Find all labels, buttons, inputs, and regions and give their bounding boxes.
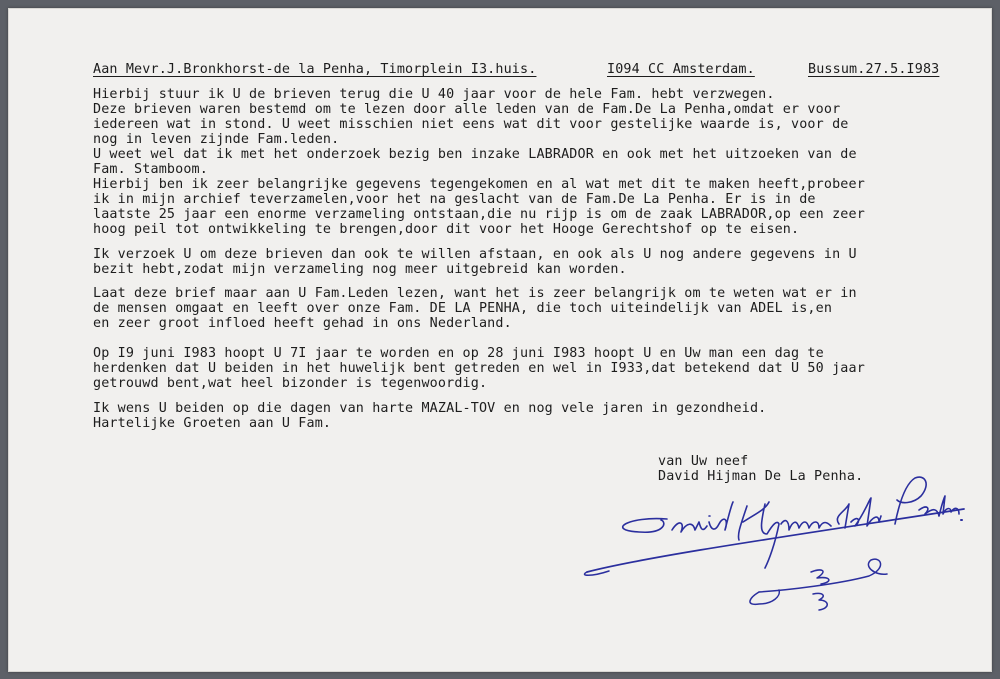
body-line: hoog peil tot ontwikkeling te brengen,door dit voor het Hooge Gerechtshof op te eisen.	[93, 222, 800, 237]
body-line: laatste 25 jaar een enorme verzameling ontstaan,die nu rijp is om de zaak LABRADOR,op een zeer	[93, 207, 865, 222]
signature-stroke	[895, 477, 959, 524]
body-line: Hierbij stuur ik U de brieven terug die U 40 jaar voor de hele Fam. hebt verzwegen.	[93, 87, 775, 102]
body-line: ik in mijn archief teverzamelen,voor het na geslacht van de Fam.De La Penha. Er is in de	[93, 192, 816, 207]
body-line: de mensen omgaat en leeft over onze Fam. DE LA PENHA, die toch uiteindelijk van ADEL is,en	[93, 301, 833, 316]
body-line: Ik verzoek U om deze brieven dan ook te willen afstaan, en ook als U nog andere gegevens in U	[93, 247, 857, 262]
signature-stroke	[811, 570, 829, 584]
body-line: Ik wens U beiden op die dagen van harte MAZAL-TOV en nog vele jaren in gezondheid.	[93, 401, 767, 416]
signature-stroke	[623, 519, 667, 533]
signature-stroke	[813, 593, 827, 610]
body-line: Fam. Stamboom.	[93, 162, 208, 177]
closing-name: David Hijman De La Penha.	[658, 469, 864, 484]
body-line: U weet wel dat ik met het onderzoek bezig ben inzake LABRADOR en ook met het uitzoeken van de	[93, 147, 857, 162]
body-line: iedereen wat in stond. U weet misschien niet eens wat dit voor gestelijke waarde is, voor de	[93, 117, 849, 132]
body-line: en zeer groot infloed heeft gehad in ons Nederland.	[93, 316, 512, 331]
body-line: Op I9 juni I983 hoopt U 7I jaar te worden en op 28 juni I983 hoopt U en Uw man een dag te	[93, 346, 824, 361]
body-line: Hierbij ben ik zeer belangrijke gegevens tegengekomen en al wat met dit te maken heeft,probeer	[93, 177, 865, 192]
body-line: Laat deze brief maar aan U Fam.Leden lezen, want het is zeer belangrijk om te weten wat er in	[93, 286, 857, 301]
header-addressee: Aan Mevr.J.Bronkhorst-de la Penha, Timorplein I3.huis.	[93, 62, 537, 77]
body-line: herdenken dat U beiden in het huwelijk bent getreden en wel in I933,dat betekend dat U 50 jaar	[93, 361, 865, 376]
body-line: bezit hebt,zodat mijn verzameling nog meer uitgebreid kan worden.	[93, 262, 627, 277]
signature-stroke	[738, 502, 831, 568]
header-place-date: Bussum.27.5.I983	[808, 62, 940, 77]
body-line: Hartelijke Groeten aan U Fam.	[93, 416, 332, 431]
body-line: nog in leven zijnde Fam.leden.	[93, 132, 340, 147]
handwritten-signature	[569, 464, 979, 644]
signature-stroke	[672, 502, 733, 532]
body-line: getrouwd bent,wat heel bizonder is tegenwoordig.	[93, 376, 488, 391]
header-postcode-city: I094 CC Amsterdam.	[607, 62, 755, 77]
letter-sheet	[8, 8, 992, 672]
closing-line: van Uw neef	[658, 454, 749, 469]
body-line: Deze brieven waren bestemd om te lezen door alle leden van de Fam.De La Penha,omdat er voor	[93, 102, 841, 117]
signature-stroke	[759, 559, 887, 592]
